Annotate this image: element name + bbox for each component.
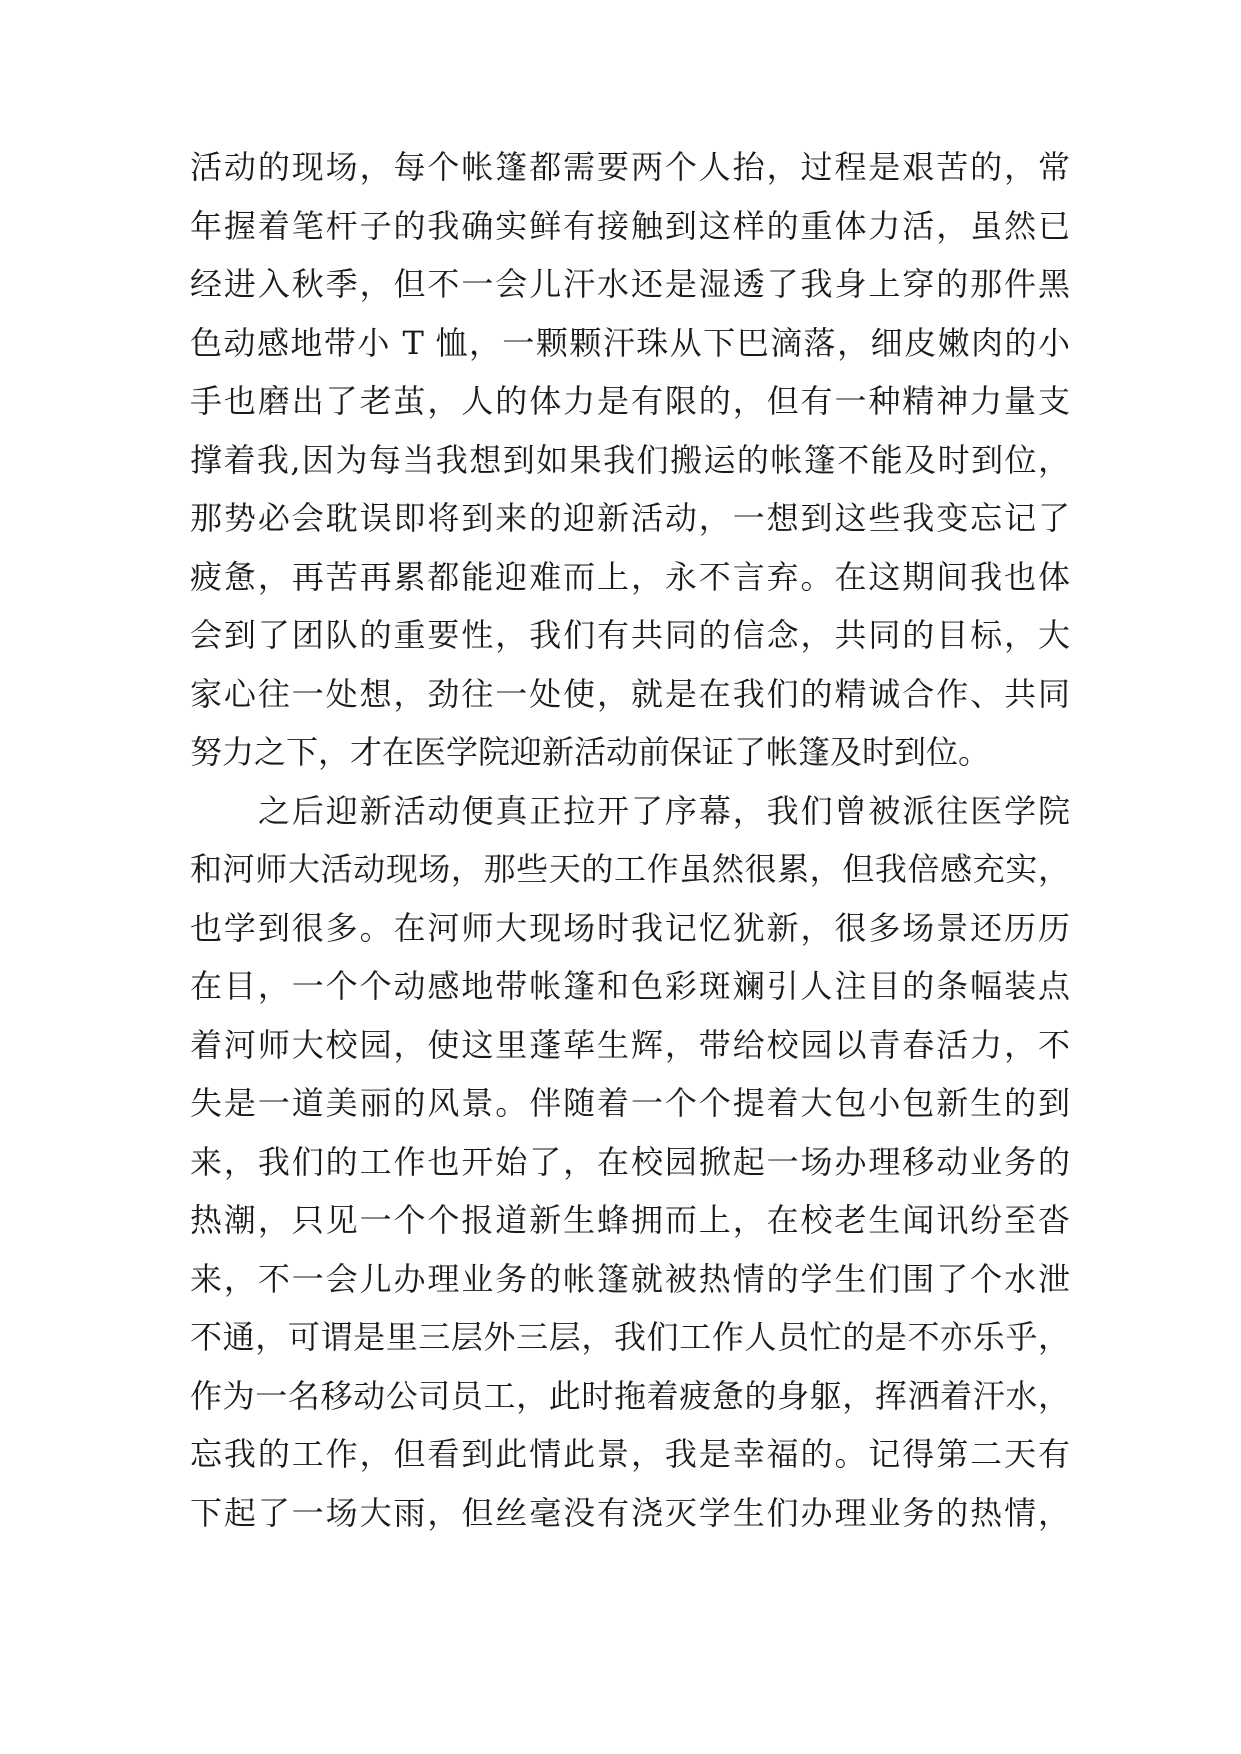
text-line: 下起了一场大雨，但丝毫没有浇灭学生们办理业务的热情，: [190, 1493, 1070, 1532]
text-line: 忘我的工作，但看到此情此景，我是幸福的。记得第二天有: [190, 1435, 1070, 1473]
text-line: 热潮，只见一个个报道新生蜂拥而上，在校老生闻讯纷至沓: [190, 1201, 1070, 1239]
text-line: 会到了团队的重要性，我们有共同的信念，共同的目标，大: [190, 616, 1070, 654]
text-line: 不通，可谓是里三层外三层，我们工作人员忙的是不亦乐乎，: [190, 1318, 1070, 1356]
text-line: 来，不一会儿办理业务的帐篷就被热情的学生们围了个水泄: [190, 1259, 1070, 1298]
text-line: 家心往一处想，劲往一处使，就是在我们的精诚合作、共同: [190, 674, 1070, 713]
text-line: 活动的现场，每个帐篷都需要两个人抬，过程是艰苦的，常: [190, 148, 1070, 186]
paragraph-start-line: 之后迎新活动便真正拉开了序幕，我们曾被派往医学院: [258, 791, 1070, 830]
text-line: 和河师大活动现场，那些天的工作虽然很累，但我倍感充实，: [190, 850, 1070, 888]
text-line: 那势必会耽误即将到来的迎新活动，一想到这些我变忘记了: [190, 499, 1070, 537]
text-line: 着河师大校园，使这里蓬荜生辉，带给校园以青春活力，不: [190, 1025, 1070, 1064]
paragraph-end-line: 努力之下，才在医学院迎新活动前保证了帐篷及时到位。: [190, 733, 991, 771]
text-line: 也学到很多。在河师大现场时我记忆犹新，很多场景还历历: [190, 908, 1070, 947]
text-line: 撑着我,因为每当我想到如果我们搬运的帐篷不能及时到位，: [190, 440, 1070, 479]
text-line: 色动感地带小 T 恤，一颗颗汗珠从下巴滴落，细皮嫩肉的小: [190, 323, 1070, 362]
text-line: 在目，一个个动感地带帐篷和色彩斑斓引人注目的条幅装点: [190, 967, 1070, 1005]
text-line: 年握着笔杆子的我确实鲜有接触到这样的重体力活，虽然已: [190, 206, 1070, 245]
text-line: 作为一名移动公司员工，此时拖着疲惫的身躯，挥洒着汗水，: [190, 1376, 1070, 1415]
text-line: 失是一道美丽的风景。伴随着一个个提着大包小包新生的到: [190, 1084, 1070, 1122]
document-body: [190, 138, 1070, 1542]
text-line: 经进入秋季，但不一会儿汗水还是湿透了我身上穿的那件黑: [190, 265, 1070, 303]
text-line: 来，我们的工作也开始了，在校园掀起一场办理移动业务的: [190, 1142, 1070, 1181]
text-line: 疲惫，再苦再累都能迎难而上，永不言弃。在这期间我也体: [190, 557, 1070, 596]
text-line: 手也磨出了老茧，人的体力是有限的，但有一种精神力量支: [190, 382, 1070, 420]
